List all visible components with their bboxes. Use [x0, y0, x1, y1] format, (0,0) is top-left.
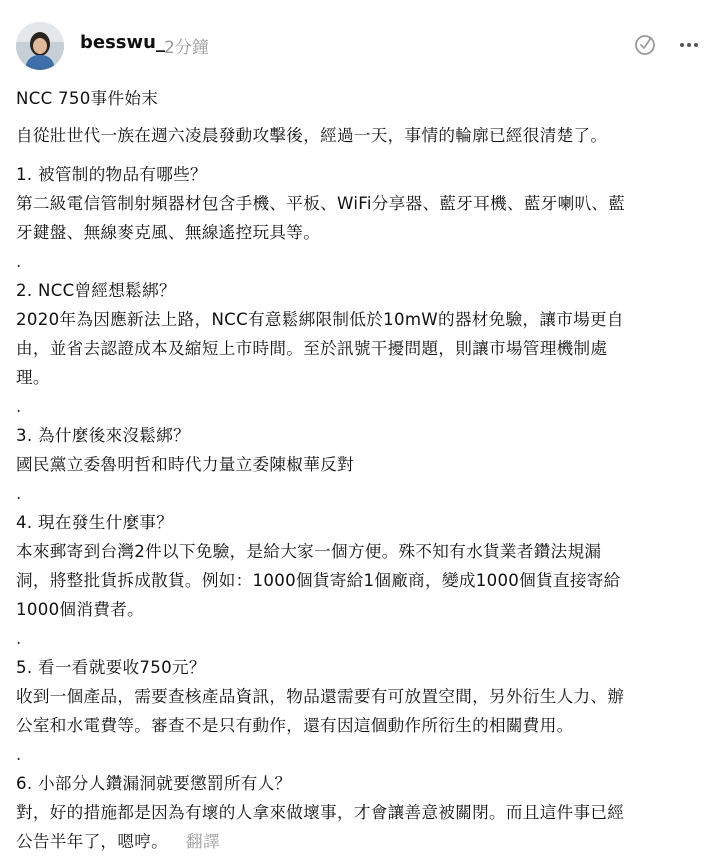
section-line: 2020年為因應新法上路，NCC有意鬆綁限制低於10mW的器材免驗，讓市場更自 [16, 310, 624, 329]
section-line: 理。 [16, 368, 50, 387]
section-5 [16, 653, 701, 740]
section-2 [16, 276, 701, 392]
post-header [16, 18, 697, 70]
section-6 [16, 769, 701, 856]
section-heading: 6. 小部分人鑽漏洞就要懲罰所有人？ [16, 774, 292, 793]
section-last-line [16, 827, 701, 856]
separator-dot: . [16, 484, 22, 503]
section-line: 第二級電信管制射頻器材包含手機、平板、WiFi分享器、藍牙耳機、藍牙喇叭、藍 [16, 194, 626, 213]
username[interactable]: besswu_ [80, 32, 165, 53]
section-line: 國民黨立委魯明哲和時代力量立委陳椒華反對 [16, 455, 354, 474]
section-line: 牙鍵盤、無線麥克風、無線遙控玩具等。 [16, 223, 321, 242]
section-line: 1000個消費者。 [16, 600, 144, 619]
section-3 [16, 421, 701, 479]
post-title: NCC 750事件始末 [16, 89, 159, 108]
separator-dot: . [16, 629, 22, 648]
section-heading: 5. 看一看就要收750元？ [16, 658, 206, 677]
section-line: 對，好的措施都是因為有壞的人拿來做壞事，才會讓善意被關閉。而且這件事已經 [16, 803, 625, 822]
section-heading: 1. 被管制的物品有哪些？ [16, 165, 207, 184]
post-intro: 自從壯世代一族在週六凌晨發動攻擊後，經過一天，事情的輪廓已經很清楚了。 [16, 126, 608, 145]
separator-dot: . [16, 252, 22, 271]
avatar[interactable] [16, 22, 64, 70]
section-line: 洞，將整批貨拆成散貨。例如：1000個貨寄給1個廠商，變成1000個貨直接寄給 [16, 571, 621, 590]
section-heading: 4. 現在發生什麼事？ [16, 513, 174, 532]
avatar-image [16, 22, 64, 70]
post-time: 2分鐘 [164, 38, 209, 58]
section-line-text: 公告半年了，嗯哼。 [16, 832, 169, 851]
section-line: 公室和水電費等。審查不是只有動作，還有因這個動作所衍生的相關費用。 [16, 716, 574, 735]
separator-dot: . [16, 397, 22, 416]
section-line: 由，並省去認證成本及縮短上市時間。至於訊號干擾問題，則讓市場管理機制處 [16, 339, 608, 358]
section-line: 本來郵寄到台灣2件以下免驗，是給大家一個方便。殊不知有水貨業者鑽法規漏 [16, 542, 602, 561]
translate-icon[interactable] [632, 32, 658, 58]
post-content [16, 84, 701, 856]
section-heading: 2. NCC曾經想鬆綁？ [16, 281, 176, 300]
section-4 [16, 508, 701, 624]
translate-link[interactable]: 翻譯 [186, 832, 220, 851]
separator-dot: . [16, 745, 22, 764]
section-heading: 3. 為什麼後來沒鬆綁？ [16, 426, 191, 445]
section-1 [16, 160, 701, 247]
more-icon[interactable] [676, 32, 702, 58]
section-line: 收到一個產品，需要查核產品資訊，物品還需要有可放置空間，另外衍生人力、辦 [16, 687, 625, 706]
